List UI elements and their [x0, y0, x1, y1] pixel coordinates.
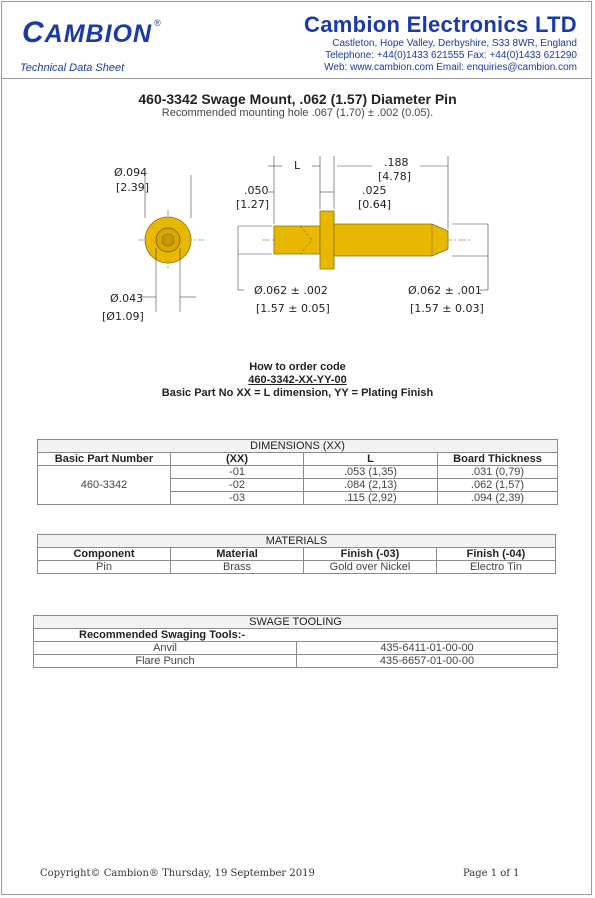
col-header: L [304, 453, 438, 466]
page-number: Page 1 of 1 [463, 868, 520, 879]
dim-length: .188 [384, 156, 409, 169]
col-header: Finish (-03) [304, 548, 437, 561]
dim-hole-diameter-mm: [Ø1.09] [102, 310, 144, 323]
table-cell: .115 (2,92) [304, 492, 438, 505]
col-header: Material [171, 548, 304, 561]
header-divider [1, 78, 592, 79]
order-code-block [0, 361, 595, 400]
table-cell: .062 (1,57) [438, 479, 558, 492]
table-row [34, 642, 558, 655]
dim-body-diameter: Ø.062 ± .001 [408, 284, 482, 297]
dim-shoulder-mm: [1.27] [236, 198, 270, 211]
pin-tail [274, 226, 320, 254]
col-header: Board Thickness [438, 453, 558, 466]
table-cell: Anvil [34, 642, 297, 655]
dim-tail-diameter-mm: [1.57 ± 0.05] [256, 302, 330, 315]
dim-collar-mm: [0.64] [358, 198, 392, 211]
table-cell: Gold over Nickel [304, 561, 437, 574]
table-row [38, 466, 558, 479]
table-cell: -01 [171, 466, 304, 479]
tooling-heading: Recommended Swaging Tools:- [34, 629, 558, 642]
table-cell: .031 (0,79) [438, 466, 558, 479]
dim-l: L [294, 159, 301, 172]
materials-table [37, 534, 556, 574]
dim-hole-diameter: Ø.043 [110, 292, 144, 305]
col-header: Finish (-04) [437, 548, 556, 561]
end-view [138, 175, 206, 312]
table-cell: .053 (1,35) [304, 466, 438, 479]
order-code: 460-3342-XX-YY-00 [248, 374, 347, 386]
dimensions-caption: DIMENSIONS (XX) [38, 440, 558, 453]
table-row [38, 561, 556, 574]
order-note: Basic Part No XX = L dimension, YY = Plating Finish [161, 387, 434, 399]
col-header: Component [38, 548, 171, 561]
table-cell: .084 (2,13) [304, 479, 438, 492]
table-cell: Flare Punch [34, 655, 297, 668]
dim-body-diameter-mm: [1.57 ± 0.03] [410, 302, 484, 315]
table-row [34, 655, 558, 668]
materials-caption: MATERIALS [38, 535, 556, 548]
dim-shoulder: .050 [244, 184, 269, 197]
dim-head-diameter: Ø.094 [114, 166, 148, 179]
company-phone: Telephone: +44(0)1433 621555 Fax: +44(0)1433 621290 [325, 50, 577, 61]
table-cell: Brass [171, 561, 304, 574]
copyright: Copyright© Cambion® Thursday, 19 September 2019 [40, 868, 315, 879]
product-subtitle: Recommended mounting hole .067 (1.70) ± .002 (0.05). [161, 107, 434, 119]
col-header: Basic Part Number [38, 453, 171, 466]
dim-collar: .025 [362, 184, 387, 197]
doc-type-label: Technical Data Sheet [20, 62, 125, 74]
tooling-caption: SWAGE TOOLING [34, 616, 558, 629]
table-cell: 435-6657-01-00-00 [297, 655, 558, 668]
company-address: Castleton, Hope Valley, Derbyshire, S33 8WR, England [332, 38, 577, 49]
col-header: (XX) [171, 453, 304, 466]
dim-head-diameter-mm: [2.39] [116, 181, 150, 194]
tooling-table [33, 615, 558, 668]
table-cell: -02 [171, 479, 304, 492]
table-cell: Pin [38, 561, 171, 574]
product-title: 460-3342 Swage Mount, .062 (1.57) Diameter Pin [138, 91, 457, 107]
order-heading: How to order code [249, 361, 346, 373]
table-cell: .094 (2,39) [438, 492, 558, 505]
dim-length-mm: [4.78] [378, 170, 412, 183]
side-view [238, 156, 488, 290]
part-number-cell: 460-3342 [38, 466, 171, 505]
company-block [304, 12, 577, 74]
pin-drawing [0, 140, 595, 340]
company-name: Cambion Electronics LTD [304, 12, 577, 37]
dimensions-table [37, 439, 558, 505]
cambion-logo: CAMBION ® [22, 16, 162, 49]
dim-tail-diameter: Ø.062 ± .002 [254, 284, 328, 297]
table-cell: Electro Tin [437, 561, 556, 574]
table-cell: -03 [171, 492, 304, 505]
pin-collar [320, 211, 334, 269]
table-cell: 435-6411-01-00-00 [297, 642, 558, 655]
company-web: Web: www.cambion.com Email: enquiries@cambion.com [324, 62, 577, 73]
pin-body [334, 224, 448, 256]
